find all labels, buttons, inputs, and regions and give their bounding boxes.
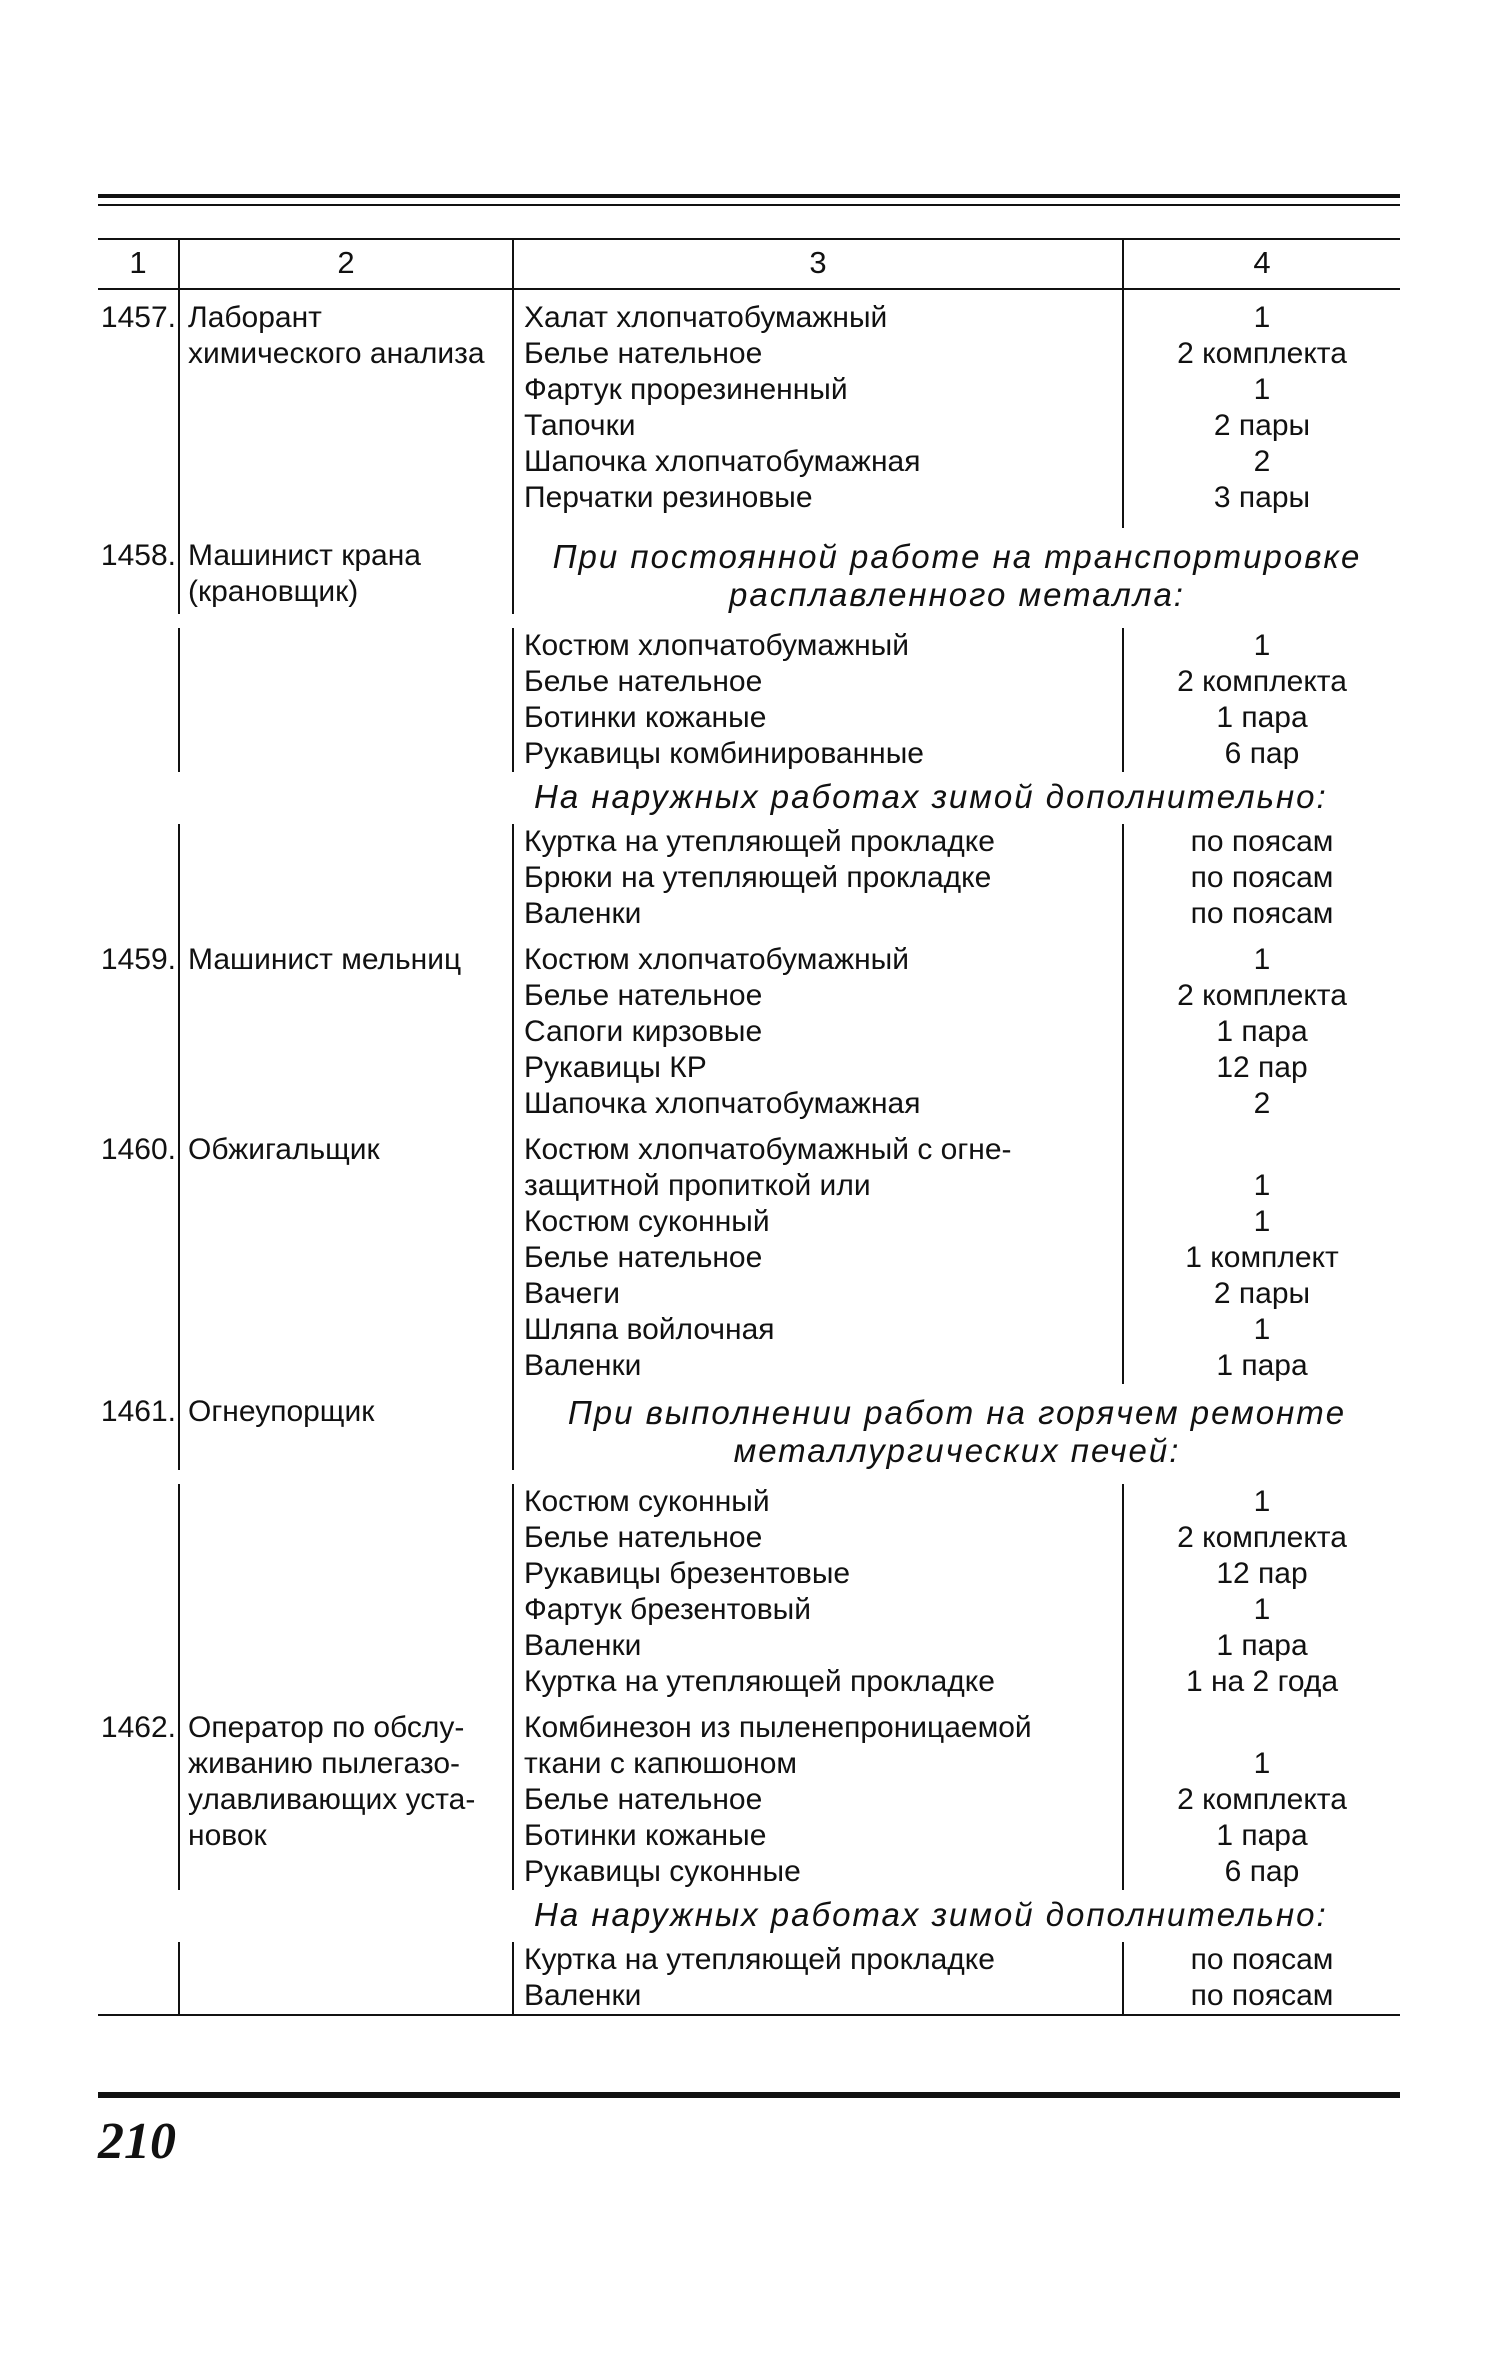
item-quantity: 1 (1253, 1205, 1271, 1238)
job-title (180, 1168, 514, 1204)
top-rule-thin (98, 204, 1400, 206)
job-title: улавливающих уста- (180, 1782, 514, 1818)
table-row (98, 1276, 1400, 1312)
row-number: 1460. (98, 1122, 180, 1168)
item-quantity: 1 (1253, 1485, 1271, 1518)
row-number (98, 1204, 180, 1240)
item-quantity: 1 (1253, 1747, 1271, 1780)
condition-note-line: металлургических печей: (733, 1432, 1181, 1469)
job-title: химического анализа (180, 336, 514, 372)
row-number (98, 1818, 180, 1854)
item-name: Белье нательное (514, 1782, 1124, 1818)
item-quantity: 1 (1253, 373, 1271, 406)
item-name: Белье нательное (514, 664, 1124, 700)
job-title (180, 1348, 514, 1384)
row-number: 1457. (98, 290, 180, 336)
table-row (98, 824, 1400, 860)
row-number (98, 444, 180, 480)
row-number (98, 664, 180, 700)
table-header (98, 238, 1400, 290)
row-number (98, 1484, 180, 1520)
item-quantity: 2 комплекта (1177, 337, 1347, 370)
item-name: ткани с капюшоном (514, 1746, 1124, 1782)
item-name: Рукавицы КР (514, 1050, 1124, 1086)
table-row (98, 700, 1400, 736)
item-quantity (1124, 1122, 1400, 1168)
table-row (98, 1484, 1400, 1520)
row-number (98, 1312, 180, 1348)
job-title (180, 736, 514, 772)
item-name: Валенки (514, 1348, 1124, 1384)
row-number (98, 1556, 180, 1592)
item-name: Костюм суконный (514, 1484, 1124, 1520)
row-number (98, 408, 180, 444)
item-quantity: 1 (1253, 943, 1271, 976)
item-name: Комбинезон из пыленепроницаемой (514, 1700, 1124, 1746)
row-number (98, 896, 180, 932)
job-title (180, 528, 514, 614)
item-quantity: 2 пары (1213, 409, 1311, 442)
job-title (180, 408, 514, 444)
item-name: Шляпа войлочная (514, 1312, 1124, 1348)
job-title (180, 1276, 514, 1312)
job-title: Огнеупорщик (180, 1384, 514, 1470)
job-title (180, 1520, 514, 1556)
item-quantity: 2 пары (1213, 1277, 1311, 1310)
header-col-1: 1 (98, 240, 180, 288)
row-number (98, 824, 180, 860)
table-row (98, 1520, 1400, 1556)
table-row (98, 932, 1400, 978)
item-name: Белье нательное (514, 336, 1124, 372)
item-quantity: по поясам (1190, 1943, 1334, 1976)
table-row (98, 1312, 1400, 1348)
job-title (180, 1664, 514, 1700)
item-quantity: 12 пар (1216, 1051, 1308, 1084)
job-title: Лаборант (180, 290, 514, 336)
item-quantity: 6 пар (1224, 737, 1300, 770)
row-number (98, 1520, 180, 1556)
job-title (180, 1484, 514, 1520)
row-number: 1459. (98, 932, 180, 978)
item-name: Белье нательное (514, 1520, 1124, 1556)
item-quantity: 1 пара (1216, 701, 1308, 734)
item-name: Куртка на утепляющей прокладке (514, 1942, 1124, 1978)
job-title (180, 860, 514, 896)
table-row (98, 372, 1400, 408)
item-quantity: по поясам (1190, 897, 1334, 930)
row-number: 1458. (98, 528, 180, 614)
row-number (98, 736, 180, 772)
item-name: Фартук прорезиненный (514, 372, 1124, 408)
protective-clothing-table (98, 238, 1400, 2016)
item-name: Ботинки кожаные (514, 1818, 1124, 1854)
condition-note (514, 1384, 1400, 1470)
table-row (98, 896, 1400, 932)
item-name: Брюки на утепляющей прокладке (514, 860, 1124, 896)
item-quantity: 1 (1253, 629, 1271, 662)
item-name: Халат хлопчатобумажный (514, 290, 1124, 336)
item-name: Валенки (514, 1628, 1124, 1664)
table-row (98, 336, 1400, 372)
row-number (98, 372, 180, 408)
row-number: 1461. (98, 1384, 180, 1470)
row-number (98, 1014, 180, 1050)
table-row (98, 1664, 1400, 1700)
job-title (180, 700, 514, 736)
row-number (98, 628, 180, 664)
job-title (180, 664, 514, 700)
table-row (98, 1122, 1400, 1168)
condition-note-line: При выполнении работ на горячем ремонте (567, 1394, 1347, 1431)
item-quantity: 1 пара (1216, 1015, 1308, 1048)
item-quantity: 2 комплекта (1177, 979, 1347, 1012)
bottom-rule (98, 2092, 1400, 2098)
job-title (180, 824, 514, 860)
item-quantity: 1 (1253, 1593, 1271, 1626)
condition-note-line: расплавленного металла: (729, 576, 1185, 613)
item-name: Костюм суконный (514, 1204, 1124, 1240)
job-title: новок (180, 1818, 514, 1854)
item-name: Валенки (514, 1978, 1124, 2014)
item-name: Тапочки (514, 408, 1124, 444)
item-name: Валенки (514, 896, 1124, 932)
job-title (180, 444, 514, 480)
row-number (98, 1978, 180, 2014)
item-name: Белье нательное (514, 978, 1124, 1014)
table-row (98, 1168, 1400, 1204)
item-quantity: 2 комплекта (1177, 665, 1347, 698)
item-quantity: 1 (1253, 1313, 1271, 1346)
item-quantity: 2 комплекта (1177, 1521, 1347, 1554)
item-quantity: 2 (1253, 445, 1271, 478)
item-quantity: по поясам (1190, 1979, 1334, 2012)
table-row (98, 1628, 1400, 1664)
row-number (98, 1664, 180, 1700)
item-quantity: 1 (1253, 1169, 1271, 1202)
table-row (98, 1014, 1400, 1050)
job-title: Обжигальщик (180, 1122, 514, 1168)
job-title (180, 896, 514, 932)
table-row (98, 664, 1400, 700)
item-name: Куртка на утепляющей прокладке (514, 824, 1124, 860)
item-quantity: 1 пара (1216, 1629, 1308, 1662)
item-quantity: 2 комплекта (1177, 1783, 1347, 1816)
job-title (180, 1050, 514, 1086)
table-row (98, 1348, 1400, 1384)
table-row (98, 1384, 1400, 1470)
item-name: Белье нательное (514, 1240, 1124, 1276)
condition-note: На наружных работах зимой дополнительно: (534, 778, 1328, 815)
job-title (180, 1628, 514, 1664)
job-title (180, 628, 514, 664)
item-name: Шапочка хлопчатобумажная (514, 1086, 1124, 1122)
table-row (98, 1782, 1400, 1818)
job-title: Оператор по обслу- (180, 1700, 514, 1746)
item-quantity: 1 комплект (1185, 1241, 1339, 1274)
table-row (98, 978, 1400, 1014)
item-name: Шапочка хлопчатобумажная (514, 444, 1124, 480)
table-row (98, 408, 1400, 444)
job-title (180, 1978, 514, 2014)
table-row (98, 860, 1400, 896)
row-number (98, 1746, 180, 1782)
spacer (98, 614, 1400, 628)
job-title-line: (крановщик) (188, 575, 359, 608)
item-name: Перчатки резиновые (514, 480, 1124, 528)
condition-note (514, 528, 1400, 614)
row-number (98, 860, 180, 896)
table-row (98, 736, 1400, 772)
job-title (180, 480, 514, 528)
job-title (180, 372, 514, 408)
table-row (98, 1086, 1400, 1122)
table-row (98, 1556, 1400, 1592)
item-name: Костюм хлопчатобумажный (514, 932, 1124, 978)
item-quantity: по поясам (1190, 825, 1334, 858)
table-row (98, 1978, 1400, 2016)
page-number: 210 (98, 2113, 176, 2170)
table-row (98, 1592, 1400, 1628)
table-row (98, 480, 1400, 528)
condition-note: На наружных работах зимой дополнительно: (534, 1896, 1328, 1933)
row-number (98, 700, 180, 736)
job-title (180, 1014, 514, 1050)
item-name: Сапоги кирзовые (514, 1014, 1124, 1050)
row-number (98, 1942, 180, 1978)
job-title (180, 978, 514, 1014)
row-number (98, 1276, 180, 1312)
job-title (180, 1942, 514, 1978)
table-row (98, 1854, 1400, 1890)
item-name: Куртка на утепляющей прокладке (514, 1664, 1124, 1700)
job-title (180, 1854, 514, 1890)
row-number (98, 1854, 180, 1890)
job-title-line: Машинист крана (188, 539, 421, 572)
row-number (98, 1240, 180, 1276)
job-title (180, 1592, 514, 1628)
item-quantity: по поясам (1190, 861, 1334, 894)
item-name: Костюм хлопчатобумажный с огне- (514, 1122, 1124, 1168)
row-number (98, 1168, 180, 1204)
item-name: Ботинки кожаные (514, 700, 1124, 736)
job-title: Машинист мельниц (180, 932, 514, 978)
spacer (98, 1470, 1400, 1484)
item-name: Костюм хлопчатобумажный (514, 628, 1124, 664)
item-name: Фартук брезентовый (514, 1592, 1124, 1628)
job-title (180, 1556, 514, 1592)
item-quantity (1124, 1700, 1400, 1746)
header-col-4: 4 (1253, 245, 1271, 280)
item-quantity: 1 (1253, 301, 1271, 334)
item-name: Рукавицы комбинированные (514, 736, 1124, 772)
row-number (98, 1050, 180, 1086)
table-row (98, 1204, 1400, 1240)
item-name: защитной пропиткой или (514, 1168, 1124, 1204)
row-number: 1462. (98, 1700, 180, 1746)
table-row (98, 528, 1400, 614)
item-name: Вачеги (514, 1276, 1124, 1312)
top-rule-thick (98, 194, 1400, 198)
table-row (98, 444, 1400, 480)
row-number (98, 1348, 180, 1384)
row-number (98, 1628, 180, 1664)
job-title (180, 1240, 514, 1276)
item-quantity: 1 на 2 года (1185, 1665, 1339, 1698)
row-number (98, 1782, 180, 1818)
item-name: Рукавицы суконные (514, 1854, 1124, 1890)
item-quantity: 1 пара (1216, 1819, 1308, 1852)
row-number (98, 978, 180, 1014)
table-row (98, 1240, 1400, 1276)
row-number (98, 336, 180, 372)
table-row (98, 628, 1400, 664)
table-row (98, 1818, 1400, 1854)
header-col-2: 2 (180, 240, 514, 288)
item-quantity: 1 пара (1216, 1349, 1308, 1382)
header-col-3: 3 (514, 240, 1124, 288)
table-row (98, 1942, 1400, 1978)
job-title (180, 1312, 514, 1348)
table-row (98, 1050, 1400, 1086)
row-number (98, 1592, 180, 1628)
row-number (98, 1086, 180, 1122)
table-row (98, 1700, 1400, 1746)
item-name: Рукавицы брезентовые (514, 1556, 1124, 1592)
item-quantity: 2 (1253, 1087, 1271, 1120)
item-quantity: 3 пары (1213, 481, 1311, 514)
item-quantity: 6 пар (1224, 1855, 1300, 1888)
table-row (98, 1746, 1400, 1782)
table-body (98, 290, 1400, 2016)
row-number (98, 480, 180, 528)
job-title (180, 1086, 514, 1122)
item-quantity: 12 пар (1216, 1557, 1308, 1590)
table-row (98, 290, 1400, 336)
job-title: живанию пылегазо- (180, 1746, 514, 1782)
condition-note-line: При постоянной работе на транспортировке (552, 538, 1362, 575)
job-title (180, 1204, 514, 1240)
